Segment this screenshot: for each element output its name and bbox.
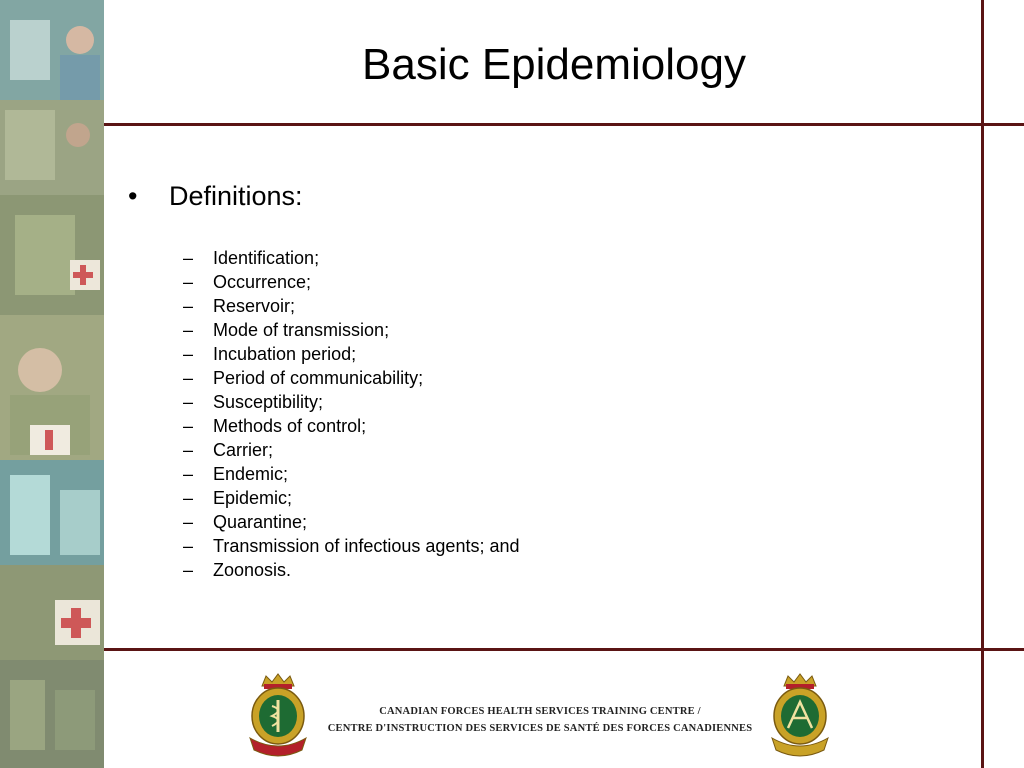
list-item-text: Carrier; [213, 440, 274, 460]
footer-divider [104, 648, 1024, 651]
dash-marker: – [183, 416, 194, 436]
dash-marker: – [183, 344, 194, 364]
dash-marker: – [183, 488, 194, 508]
list-item [183, 486, 520, 510]
right-frame-line [981, 0, 984, 768]
dash-marker: – [183, 392, 194, 412]
list-item [183, 270, 520, 294]
footer-line-french: CENTRE D'INSTRUCTION DES SERVICES DE SANTÉ DES FORCES CANADIENNES [327, 723, 753, 734]
list-item [183, 558, 520, 582]
list-item-text: Period of communicability; [213, 368, 424, 388]
dash-marker: – [183, 560, 194, 580]
list-item-text: Epidemic; [213, 488, 293, 508]
dash-marker: – [183, 536, 194, 556]
bullet-marker: • [128, 181, 138, 211]
photo-collage-image [0, 0, 104, 768]
list-item-text: Transmission of infectious agents; and [213, 536, 520, 556]
list-item [183, 534, 520, 558]
title-divider [104, 123, 1024, 126]
training-centre-crest-icon [766, 672, 834, 763]
list-item-text: Reservoir; [213, 296, 296, 316]
photo-collage-strip [0, 0, 104, 768]
dash-marker: – [183, 512, 194, 532]
list-item-text: Quarantine; [213, 512, 308, 532]
definitions-bullet [128, 180, 303, 212]
dash-marker: – [183, 464, 194, 484]
list-item [183, 366, 520, 390]
dash-marker: – [183, 320, 194, 340]
list-item [183, 318, 520, 342]
list-item-text: Zoonosis. [213, 560, 292, 580]
list-item-text: Identification; [213, 248, 320, 268]
list-item-text: Susceptibility; [213, 392, 324, 412]
list-item [183, 294, 520, 318]
definitions-heading: Definitions: [169, 181, 303, 211]
list-item-text: Methods of control; [213, 416, 367, 436]
dash-marker: – [183, 272, 194, 292]
list-item [183, 510, 520, 534]
slide-title: Basic Epidemiology [362, 40, 746, 89]
list-item [183, 462, 520, 486]
footer-line-english: CANADIAN FORCES HEALTH SERVICES TRAINING CENTRE / [379, 706, 701, 717]
list-item [183, 246, 520, 270]
definitions-list [183, 246, 520, 582]
list-item [183, 390, 520, 414]
dash-marker: – [183, 248, 194, 268]
list-item [183, 438, 520, 462]
list-item-text: Occurrence; [213, 272, 312, 292]
dash-marker: – [183, 440, 194, 460]
dash-marker: – [183, 368, 194, 388]
dash-marker: – [183, 296, 194, 316]
list-item-text: Mode of transmission; [213, 320, 390, 340]
medical-crest-icon [244, 672, 312, 763]
list-item-text: Endemic; [213, 464, 289, 484]
list-item [183, 342, 520, 366]
list-item-text: Incubation period; [213, 344, 357, 364]
list-item [183, 414, 520, 438]
